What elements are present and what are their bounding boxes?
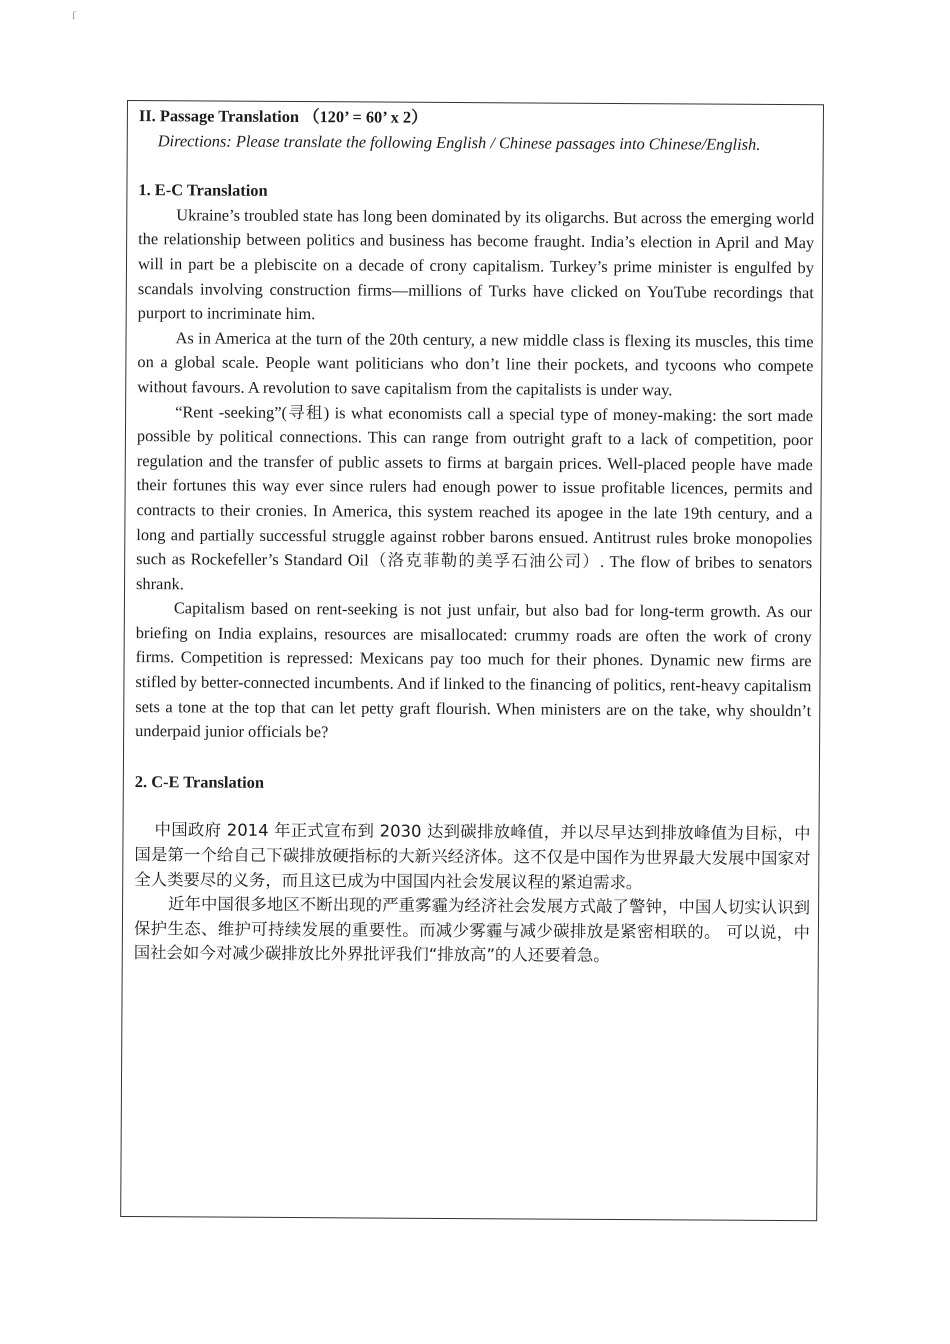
ec-translation-heading: 1. E-C Translation — [138, 180, 268, 201]
ce-translation-heading: 2. C-E Translation — [134, 771, 265, 792]
ec-paragraph: As in America at the turn of the 20th century, a new middle class is flexing its muscles, this time on a global scale. People want politicians who don’t line their pockets, and tycoons who compete without favours. A revolution to save capitalism from the capitalists is under way. — [137, 328, 814, 400]
ce-paragraph: 中国政府 2014 年正式宣布到 2030 达到碳排放峰值，并以尽早达到排放峰值为目标，中国是第一个给自己下碳排放硬指标的大新兴经济体。这不仅是中国作为世界最大发展中国家对全人类要尽的义务，而且这已成为中国国内社会发展议程的紧迫需求。 — [134, 820, 811, 892]
exam-content — [134, 104, 815, 970]
section-heading: II. Passage Translation （120’ = 60’ x 2） — [138, 106, 428, 127]
ce-passage — [134, 818, 811, 970]
ce-paragraph: 近年中国很多地区不断出现的严重雾霾为经济社会发展方式敲了警钟，中国人切实认识到保护生态、维护可持续发展的重要性。而减少雾霾与减少碳排放是紧密相联的。 可以说，中国社会如今对减少碳排放比外界批评我们“排放高”的人还要着急。 — [133, 894, 811, 966]
ec-paragraph: “Rent -seeking”(寻租) is what economists call a special type of money-making: the sort made possible by political connections. This can range from outright graft to a lack of competition, poor regulation and the transfer of public assets to firms at bargain prices. Well-placed people have made their fortunes this way ever since rulers had enough power to issue profitable licences, permits and contracts to their cronies. In America, this system reached its apogee in the late 19th century, and a long and partially successful struggle against robber barons ensued. Antitrust rules broke monopolies such as Rockefeller’s Standard Oil（洛克菲勒的美孚石油公司）. The flow of bribes to senators shrank. — [135, 401, 814, 594]
directions: Directions: Please translate the following English / Chinese passages into Chinese/English. — [157, 130, 761, 154]
exam-box — [120, 100, 824, 1221]
ec-paragraph: Capitalism based on rent-seeking is not just unfair, but also bad for long-term growth. As our briefing on India explains, resources are misallocated: crummy roads are often the work of crony firms. Competition is repressed: Mexicans pay too much for their phones. Dynamic new firms are stifled by better-connected incumbents. And if linked to the financing of politics, rent-heavy capitalism sets a tone at the top that can let petty graft flourish. When ministers are on the take, why shouldn’t underpaid junior officials be? — [135, 598, 812, 742]
margin-mark: ſ — [72, 8, 76, 22]
ec-paragraph: Ukraine’s troubled state has long been dominated by its oligarchs. But across the emerging world the relationship between politics and business has become fraught. India’s election in April and May will in part be a plebiscite on a decade of crony capitalism. Turkey’s prime minister is engulfed by scandals involving construction firms—millions of Turks have clicked on YouTube recordings that purport to incriminate him. — [137, 205, 815, 324]
